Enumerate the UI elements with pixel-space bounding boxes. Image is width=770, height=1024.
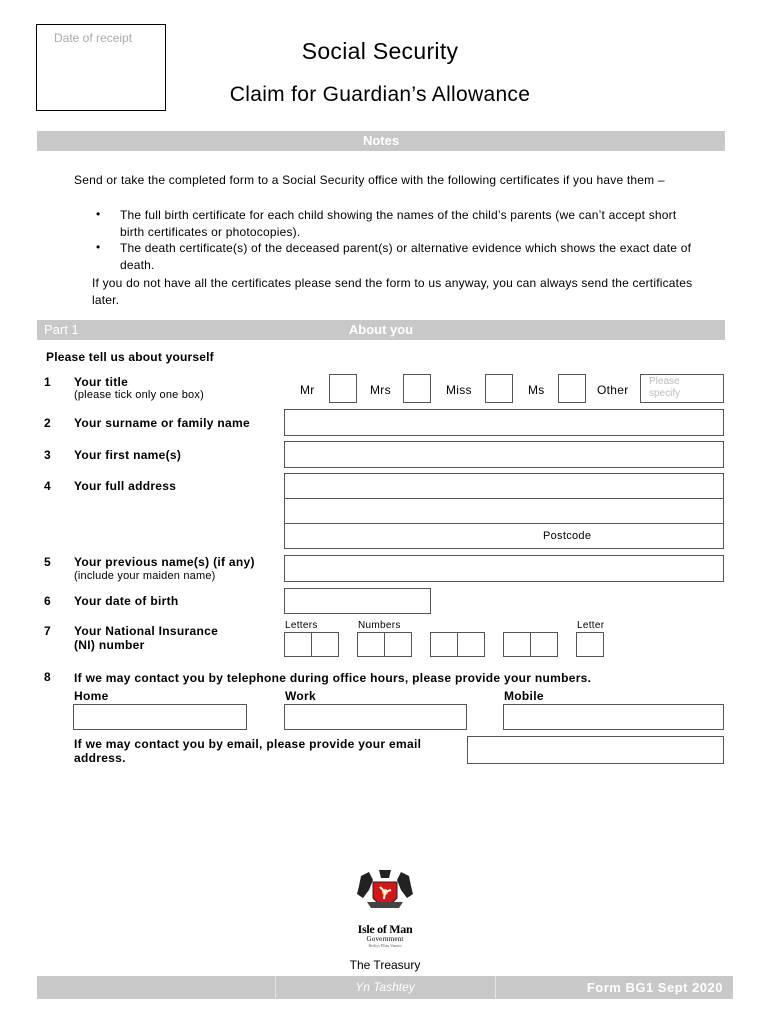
title-other-label: Other	[597, 383, 629, 397]
notes-bullet-1: The full birth certificate for each child showing the names of the child’s parents (we can’t accept short birth certificates or photocopies).	[120, 208, 677, 239]
ni-box[interactable]	[284, 632, 312, 657]
q1-label: Your title	[74, 375, 129, 389]
first-names-input[interactable]	[284, 441, 724, 468]
notes-header-bar	[37, 131, 725, 151]
bullet-dot: •	[96, 240, 101, 254]
q5-number: 5	[44, 555, 51, 569]
mobile-phone-label: Mobile	[504, 689, 544, 703]
part1-lead: Please tell us about yourself	[46, 350, 214, 364]
bullet-dot: •	[96, 207, 101, 221]
ni-box[interactable]	[576, 632, 604, 657]
coat-of-arms-icon	[347, 868, 423, 918]
title-ms-checkbox[interactable]	[558, 374, 586, 403]
q1-number: 1	[44, 375, 51, 389]
q3-label: Your first name(s)	[74, 448, 182, 462]
q6-number: 6	[44, 594, 51, 608]
title-ms-label: Ms	[528, 383, 545, 397]
email-input[interactable]	[467, 736, 724, 764]
ni-letter-label: Letter	[577, 620, 605, 631]
date-of-receipt-label: Date of receipt	[54, 31, 133, 45]
email-label-line2: address.	[74, 751, 126, 765]
q4-number: 4	[44, 479, 51, 493]
q8-label: If we may contact you by telephone during office hours, please provide your numbers.	[74, 671, 592, 685]
logo-sub: Government	[366, 935, 404, 943]
logo-wordmark: Isle of Man	[357, 922, 413, 936]
ni-letters-label: Letters	[285, 620, 318, 631]
q1-sub: (please tick only one box)	[74, 389, 204, 401]
ni-box[interactable]	[503, 632, 531, 657]
notes-heading: Notes	[362, 133, 400, 148]
title-mrs-checkbox[interactable]	[403, 374, 431, 403]
q7-label-line1: Your National Insurance	[74, 624, 219, 638]
address-line-2-input[interactable]	[284, 498, 724, 524]
department-name-manx: Yn Tashtey	[355, 980, 415, 994]
home-phone-label: Home	[74, 689, 109, 703]
q8-number: 8	[44, 670, 51, 684]
ni-box[interactable]	[430, 632, 458, 657]
title-other-placeholder: Please specify	[649, 376, 681, 399]
q7-label-line2: (NI) number	[74, 638, 145, 652]
title-mr-label: Mr	[300, 383, 315, 397]
title-miss-checkbox[interactable]	[485, 374, 513, 403]
q2-number: 2	[44, 416, 51, 430]
work-phone-label: Work	[285, 689, 316, 703]
department-name: The Treasury	[349, 958, 421, 972]
title-mrs-label: Mrs	[370, 383, 391, 397]
part1-heading: About you	[348, 322, 414, 337]
ni-numbers-label: Numbers	[358, 620, 401, 631]
previous-names-input[interactable]	[284, 555, 724, 582]
notes-intro: Send or take the completed form to a Social Security office with the following certificates if you have them –	[74, 173, 665, 187]
surname-input[interactable]	[284, 409, 724, 436]
mobile-phone-input[interactable]	[503, 704, 724, 730]
title-mr-checkbox[interactable]	[329, 374, 357, 403]
title-other-input[interactable]	[640, 374, 724, 403]
q4-label: Your full address	[74, 479, 177, 493]
form-subtitle: Claim for Guardian’s Allowance	[229, 83, 531, 106]
ni-box[interactable]	[357, 632, 385, 657]
q3-number: 3	[44, 448, 51, 462]
ni-box[interactable]	[530, 632, 558, 657]
home-phone-input[interactable]	[73, 704, 247, 730]
form-reference: Form BG1 Sept 2020	[586, 980, 723, 995]
part1-header-bar	[37, 320, 725, 340]
postcode-label: Postcode	[543, 530, 592, 542]
date-of-birth-input[interactable]	[284, 588, 431, 614]
ni-box[interactable]	[457, 632, 485, 657]
part1-label: Part 1	[44, 322, 79, 337]
address-line-3-input[interactable]	[284, 523, 724, 549]
address-line-1-input[interactable]	[284, 473, 724, 499]
q7-number: 7	[44, 624, 51, 638]
ni-box[interactable]	[311, 632, 339, 657]
q5-label: Your previous name(s) (if any)	[74, 555, 255, 569]
email-label-line1: If we may contact you by email, please provide your email	[74, 737, 422, 751]
q5-sub: (include your maiden name)	[74, 570, 216, 582]
logo-tagline: Reiltys Ellan Vannin	[368, 943, 402, 948]
work-phone-input[interactable]	[284, 704, 467, 730]
notes-bullet-2: The death certificate(s) of the deceased parent(s) or alternative evidence which shows the exact date of death.	[120, 241, 692, 272]
ni-box[interactable]	[384, 632, 412, 657]
title-miss-label: Miss	[446, 383, 472, 397]
form-title: Social Security	[301, 38, 459, 64]
q6-label: Your date of birth	[74, 594, 179, 608]
isle-of-man-logo	[347, 868, 423, 948]
notes-outro: If you do not have all the certificates please send the form to us anyway, you can always send the certificates later.	[92, 276, 693, 307]
footer-bar	[37, 976, 733, 999]
q2-label: Your surname or family name	[74, 416, 250, 430]
